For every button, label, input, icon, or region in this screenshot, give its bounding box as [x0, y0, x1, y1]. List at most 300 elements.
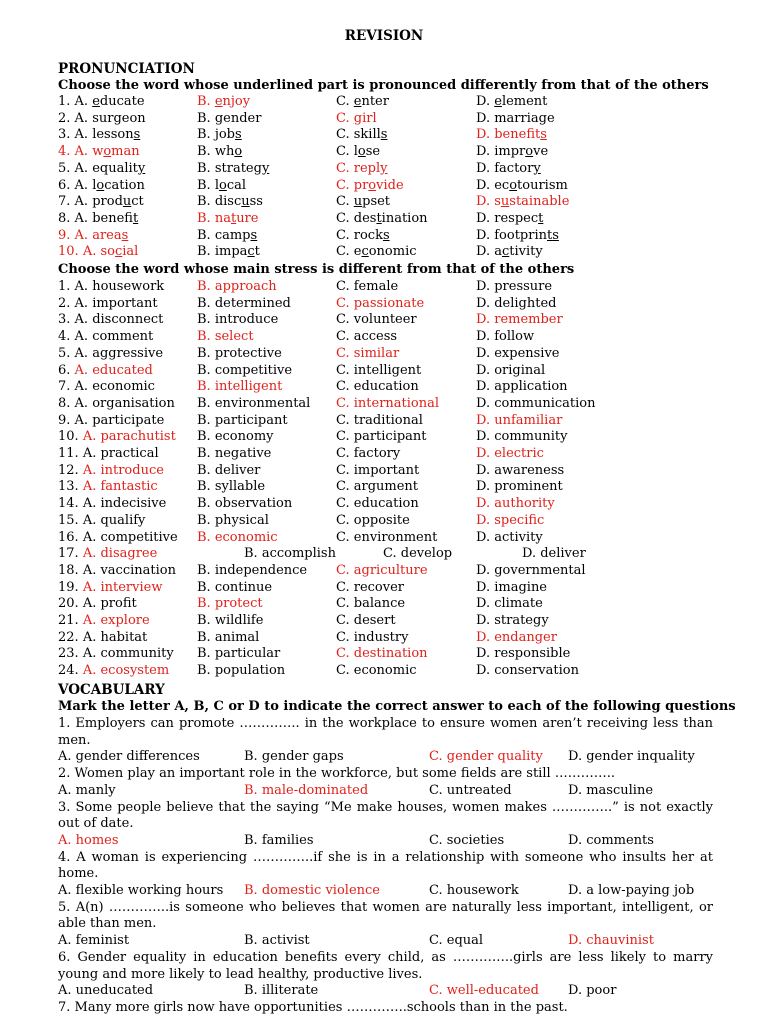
answer-option[interactable] — [476, 413, 562, 430]
option-text: A. vaccination — [82, 562, 176, 578]
underlined-sound: t — [538, 210, 544, 226]
word-part: l — [353, 144, 358, 160]
word-part: onomic — [368, 244, 417, 260]
word-part: disc — [214, 194, 242, 210]
answer-option[interactable] — [476, 646, 570, 663]
answer-option[interactable] — [58, 94, 145, 111]
answer-option[interactable] — [197, 613, 263, 630]
answer-option[interactable] — [58, 530, 178, 547]
answer-option[interactable] — [336, 211, 428, 228]
answer-option[interactable] — [197, 446, 271, 463]
answer-option[interactable] — [197, 596, 263, 613]
option-text: A. disconnect — [74, 312, 164, 328]
answer-option[interactable] — [476, 563, 586, 580]
answer-option[interactable] — [476, 244, 543, 261]
answer-option[interactable] — [476, 312, 563, 329]
answer-option[interactable] — [476, 144, 548, 161]
answer-option[interactable] — [336, 613, 396, 630]
answer-option[interactable] — [58, 244, 138, 261]
answer-option[interactable] — [197, 479, 265, 496]
answer-option[interactable] — [197, 279, 277, 296]
answer-option[interactable] — [336, 446, 400, 463]
word-part: s — [494, 194, 501, 210]
question-text: 7. Many more girls now have opportunities …………..schools than in the past. — [58, 999, 568, 1015]
underlined-sound: e — [92, 94, 100, 109]
answer-option[interactable] — [58, 563, 176, 580]
question-number: 9. — [58, 227, 75, 243]
answer-option[interactable] — [336, 161, 388, 178]
option-text: D. communication — [476, 395, 596, 411]
answer-option[interactable] — [336, 563, 428, 580]
pronunciation-instruction: Choose the word whose underlined part is pronounced differently from that of the others — [58, 78, 709, 93]
answer-option[interactable] — [336, 429, 427, 446]
answer-option[interactable] — [58, 194, 144, 211]
word-part: impa — [214, 244, 248, 260]
question-number: 7. — [58, 379, 75, 395]
question-number: 6. — [58, 362, 75, 378]
answer-option[interactable] — [197, 329, 254, 346]
option-text: D. application — [476, 379, 568, 395]
option-text: B. syllable — [197, 479, 266, 495]
option-text: C. passionate — [336, 295, 425, 311]
option-text: D. original — [476, 362, 546, 378]
answer-option[interactable] — [336, 463, 419, 480]
answer-option[interactable] — [336, 296, 424, 313]
underlined-sound: s — [380, 127, 388, 143]
answer-option[interactable] — [476, 346, 560, 363]
answer-option[interactable] — [58, 446, 159, 463]
word-part: camp — [214, 227, 251, 243]
answer-option[interactable] — [197, 244, 260, 261]
answer-option[interactable]: B. gender gaps — [244, 749, 344, 765]
answer-option[interactable]: B. male-dominated — [244, 782, 369, 798]
pronunciation-row — [0, 178, 768, 195]
stress-row — [0, 396, 768, 413]
answer-option[interactable]: C. well-educated — [429, 983, 539, 999]
answer-option[interactable] — [336, 646, 428, 663]
answer-option[interactable] — [336, 279, 398, 296]
answer-option[interactable] — [522, 546, 586, 563]
option-letter: B. — [197, 110, 215, 126]
answer-option[interactable]: A. gender differences — [58, 749, 200, 765]
option-text: A. participate — [74, 412, 165, 428]
answer-option[interactable] — [58, 630, 147, 647]
answer-option[interactable] — [58, 127, 140, 144]
option-text: A. ecosystem — [82, 663, 170, 679]
answer-option[interactable] — [197, 463, 260, 480]
answer-option[interactable] — [58, 396, 175, 413]
answer-option[interactable] — [197, 228, 257, 245]
word-part: gender — [214, 110, 262, 126]
answer-option[interactable] — [197, 161, 269, 178]
option-text: D. unfamiliar — [476, 412, 563, 428]
answer-option[interactable]: D. masculine — [568, 782, 654, 798]
option-text: B. competitive — [197, 362, 293, 378]
option-text: B. particular — [197, 646, 281, 662]
underlined-sound: y — [380, 160, 388, 176]
answer-option[interactable] — [476, 363, 545, 380]
answer-option[interactable] — [476, 279, 552, 296]
underlined-sound: o — [96, 177, 105, 193]
answer-option[interactable] — [58, 496, 166, 513]
option-text: A. organisation — [74, 395, 175, 411]
answer-option[interactable] — [58, 346, 163, 363]
option-letter: D. — [476, 210, 495, 226]
answer-option[interactable] — [197, 396, 310, 413]
answer-option[interactable] — [197, 111, 261, 128]
answer-option[interactable] — [197, 513, 269, 530]
answer-option[interactable] — [476, 596, 543, 613]
answer-option[interactable]: C. societies — [429, 832, 505, 848]
option-text: D. endanger — [476, 629, 557, 645]
answer-option[interactable] — [336, 94, 389, 111]
answer-option[interactable] — [58, 513, 145, 530]
word-part: l — [92, 177, 97, 193]
answer-option[interactable]: C. equal — [429, 933, 484, 949]
answer-option[interactable] — [58, 329, 153, 346]
answer-option[interactable] — [58, 161, 145, 178]
word-part: pset — [362, 194, 391, 210]
answer-option[interactable] — [476, 94, 547, 111]
answer-option[interactable] — [476, 496, 555, 513]
answer-option[interactable]: D. a low-paying job — [568, 883, 695, 898]
answer-option[interactable] — [336, 178, 404, 195]
answer-option[interactable] — [58, 429, 176, 446]
answer-option[interactable] — [476, 530, 543, 547]
word-part: ss — [249, 194, 263, 210]
word-part: ct — [131, 194, 144, 210]
option-letter: C. — [336, 144, 354, 160]
option-text: C. volunteer — [336, 312, 417, 328]
answer-option[interactable] — [336, 396, 439, 413]
answer-option[interactable] — [336, 346, 399, 363]
answer-option[interactable]: A. feminist — [58, 933, 130, 949]
answer-option[interactable] — [197, 580, 272, 597]
underlined-sound: o — [103, 144, 112, 160]
answer-option[interactable]: B. domestic violence — [244, 883, 380, 898]
answer-option[interactable]: B. illiterate — [244, 983, 319, 999]
answer-option[interactable] — [197, 496, 292, 513]
option-text: A. indecisive — [82, 496, 167, 512]
answer-option[interactable] — [476, 479, 563, 496]
word-part: skill — [353, 127, 381, 143]
question-number: 1. — [58, 279, 75, 294]
answer-option[interactable] — [197, 363, 292, 380]
question-number: 3. — [58, 312, 75, 328]
answer-option[interactable]: C. housework — [429, 883, 519, 898]
option-text: A. educated — [74, 362, 153, 378]
option-text: C. female — [336, 279, 399, 294]
answer-option[interactable] — [197, 296, 291, 313]
answer-option[interactable] — [476, 194, 569, 211]
underlined-sound: o — [357, 144, 366, 160]
word-part: e — [546, 110, 555, 126]
option-text: B. observation — [197, 496, 293, 512]
answer-option[interactable] — [476, 429, 567, 446]
underlined-sound: u — [241, 194, 250, 210]
answer-option[interactable]: C. gender quality — [429, 749, 543, 765]
answer-option[interactable] — [476, 580, 547, 597]
answer-option[interactable] — [58, 379, 155, 396]
word-part: benefit — [494, 127, 541, 143]
option-text: A. fantastic — [82, 479, 158, 495]
answer-option[interactable] — [336, 580, 404, 597]
option-text: D. imagine — [476, 579, 548, 595]
answer-option[interactable]: A. uneducated — [58, 983, 154, 999]
answer-option[interactable] — [197, 194, 263, 211]
answer-option[interactable] — [476, 513, 544, 530]
answer-option[interactable] — [336, 228, 390, 245]
option-text: D. prominent — [476, 479, 563, 495]
option-text: B. protective — [197, 345, 282, 361]
answer-option[interactable] — [197, 94, 250, 111]
answer-option[interactable] — [476, 127, 547, 144]
answer-option[interactable] — [58, 663, 169, 680]
question-number: 17. — [58, 546, 83, 562]
answer-option[interactable] — [336, 127, 387, 144]
option-letter: D. — [476, 110, 495, 126]
word-part: marria — [494, 110, 539, 126]
vocabulary-heading: VOCABULARY — [58, 682, 165, 698]
option-text: D. expensive — [476, 345, 560, 361]
option-text: B. accomplish — [244, 546, 336, 562]
vocabulary-instruction: Mark the letter A, B, C or D to indicate the correct answer to each of the following questions — [58, 699, 736, 714]
underlined-sound: ts — [547, 227, 559, 243]
option-text: C. economic — [336, 663, 417, 679]
answer-option[interactable] — [197, 379, 282, 396]
answer-option[interactable]: B. activist — [244, 933, 310, 949]
answer-option[interactable] — [476, 379, 568, 396]
word-part: benefi — [92, 210, 133, 226]
answer-option[interactable] — [336, 513, 410, 530]
answer-option[interactable]: B. families — [244, 832, 314, 848]
option-text: D. authority — [476, 496, 555, 512]
option-text: B. independence — [197, 562, 308, 578]
word-part: tivity — [509, 244, 543, 260]
answer-option[interactable] — [58, 312, 163, 329]
answer-option[interactable] — [476, 463, 564, 480]
word-part: man — [111, 144, 140, 160]
option-text: B. introduce — [197, 312, 279, 328]
answer-option[interactable] — [336, 630, 408, 647]
option-text: C. argument — [336, 479, 419, 495]
answer-option[interactable] — [336, 194, 390, 211]
question-number: 1. — [58, 94, 75, 109]
answer-option[interactable] — [197, 563, 307, 580]
answer-option[interactable] — [336, 530, 437, 547]
option-letter: D. — [476, 227, 495, 243]
answer-option[interactable] — [336, 479, 418, 496]
answer-option[interactable] — [476, 111, 555, 128]
word-part: equalit — [92, 160, 138, 176]
word-part: footprin — [494, 227, 547, 243]
word-part: vide — [376, 177, 404, 193]
answer-option[interactable]: D. poor — [568, 983, 617, 999]
answer-option[interactable] — [197, 646, 280, 663]
answer-option[interactable] — [58, 279, 164, 296]
word-part: prod — [92, 194, 123, 210]
question-text: 6. Gender equality in education benefits every child, as …………..girls are less likely to marry young and more likely to lead healthy, productive lives. — [58, 949, 713, 982]
answer-option[interactable]: C. untreated — [429, 782, 512, 798]
word-part: irl — [362, 110, 377, 126]
answer-option[interactable] — [197, 630, 259, 647]
answer-option[interactable] — [336, 144, 380, 161]
option-text: A. profit — [82, 596, 137, 612]
answer-option[interactable] — [476, 161, 541, 178]
option-letter: B. — [197, 177, 215, 193]
answer-option[interactable] — [476, 228, 559, 245]
answer-option[interactable] — [58, 363, 153, 380]
answer-option[interactable] — [336, 413, 423, 430]
word-part: a — [494, 244, 502, 260]
answer-option[interactable]: D. chauvinist — [568, 933, 654, 949]
option-letter: D. — [476, 160, 495, 176]
question-text: 5. A(n) …………..is someone who believes that women are naturally less important, intelligent, or able than men. — [58, 899, 713, 932]
option-text: A. parachutist — [82, 429, 176, 445]
answer-option[interactable]: A. flexible working hours — [58, 883, 224, 898]
answer-option[interactable] — [476, 446, 544, 463]
word-part: des — [353, 210, 377, 226]
answer-option[interactable] — [58, 211, 138, 228]
word-part: nter — [361, 94, 389, 109]
option-text: A. practical — [82, 446, 159, 461]
underlined-sound: c — [114, 244, 123, 260]
question-number: 4. — [58, 329, 75, 345]
answer-option[interactable] — [336, 496, 419, 513]
pronunciation-row — [0, 244, 768, 261]
option-letter: A. — [74, 194, 93, 210]
answer-option[interactable] — [476, 396, 596, 413]
stress-row — [0, 596, 768, 613]
answer-option[interactable] — [336, 244, 417, 261]
answer-option[interactable] — [58, 178, 145, 195]
option-text: C. destination — [336, 646, 428, 662]
question-number: 5. — [58, 160, 75, 176]
answer-option[interactable]: A. manly — [58, 782, 116, 798]
answer-option[interactable] — [58, 580, 162, 597]
option-letter: B. — [197, 94, 215, 109]
answer-option[interactable] — [58, 613, 150, 630]
answer-option[interactable] — [336, 312, 417, 329]
answer-option[interactable] — [476, 663, 579, 680]
option-text: C. factory — [336, 446, 401, 461]
word-part: ure — [236, 210, 259, 226]
question-number: 10. — [58, 429, 83, 445]
answer-option[interactable] — [336, 596, 405, 613]
option-letter: B. — [197, 144, 215, 160]
word-part: se — [365, 144, 381, 160]
option-text: B. environmental — [197, 395, 311, 411]
answer-option[interactable] — [197, 127, 242, 144]
option-text: B. deliver — [197, 462, 261, 478]
answer-option[interactable]: D. gender inquality — [568, 749, 695, 765]
answer-option[interactable] — [58, 111, 146, 128]
stress-row — [0, 329, 768, 346]
option-text: C. important — [336, 462, 420, 478]
option-text: B. approach — [197, 279, 277, 294]
word-part: e — [353, 244, 362, 260]
question-number: 2. — [58, 295, 75, 311]
stress-row — [0, 513, 768, 530]
word-part: t — [254, 244, 260, 260]
answer-option[interactable] — [336, 329, 397, 346]
option-letter: A. — [74, 210, 93, 226]
option-text: D. conservation — [476, 663, 579, 679]
option-text: D. delighted — [476, 295, 557, 311]
answer-option[interactable] — [383, 546, 452, 563]
answer-option[interactable] — [197, 144, 242, 161]
answer-option[interactable] — [244, 546, 336, 563]
answer-option[interactable] — [476, 613, 549, 630]
answer-option[interactable] — [197, 312, 278, 329]
answer-option[interactable] — [58, 546, 157, 563]
pronunciation-row — [0, 127, 768, 144]
option-text: A. explore — [82, 613, 150, 628]
answer-option[interactable] — [197, 211, 258, 228]
answer-option[interactable] — [58, 228, 128, 245]
answer-option[interactable] — [336, 363, 421, 380]
answer-option[interactable] — [197, 530, 278, 547]
question-number: 21. — [58, 613, 83, 628]
question-number: 11. — [58, 446, 83, 461]
answer-option[interactable] — [476, 296, 557, 313]
word-part: rock — [353, 227, 383, 243]
answer-option[interactable] — [476, 211, 543, 228]
answer-option[interactable] — [476, 178, 568, 195]
underlined-sound: g — [538, 110, 547, 126]
answer-option[interactable] — [58, 296, 158, 313]
answer-option[interactable] — [58, 479, 158, 496]
answer-option[interactable] — [336, 111, 377, 128]
answer-option[interactable] — [336, 663, 417, 680]
option-text: A. community — [82, 646, 174, 662]
stress-row — [0, 663, 768, 680]
word-part: lesson — [92, 127, 134, 143]
question-options — [0, 783, 768, 800]
answer-option[interactable] — [197, 346, 282, 363]
answer-option[interactable] — [58, 596, 137, 613]
answer-option[interactable] — [197, 429, 274, 446]
underlined-sound: e — [353, 94, 362, 109]
option-text: B. determined — [197, 295, 291, 311]
question-text: 2. Women play an important role in the workforce, but some fields are still ………….. — [58, 766, 616, 782]
option-letter: D. — [476, 144, 495, 160]
question-number: 13. — [58, 479, 83, 495]
question-number: 8. — [58, 210, 75, 226]
option-letter: B. — [197, 160, 215, 176]
answer-option[interactable]: D. comments — [568, 832, 654, 848]
answer-option[interactable] — [58, 463, 164, 480]
answer-option[interactable] — [197, 178, 246, 195]
answer-option[interactable] — [336, 379, 419, 396]
answer-option[interactable] — [58, 413, 164, 430]
answer-option[interactable] — [197, 413, 288, 430]
word-part: impr — [494, 144, 526, 160]
answer-option[interactable] — [58, 144, 140, 161]
question-number: 12. — [58, 462, 83, 478]
answer-option[interactable] — [476, 630, 557, 647]
question-number: 2. — [58, 110, 75, 126]
option-letter: C. — [336, 160, 354, 176]
answer-option[interactable]: A. homes — [58, 832, 119, 848]
answer-option[interactable] — [197, 663, 285, 680]
answer-option[interactable] — [476, 329, 534, 346]
question-number: 3. — [58, 127, 75, 143]
answer-option[interactable] — [58, 646, 174, 663]
option-text: C. access — [336, 329, 398, 345]
question-number: 10. — [58, 244, 83, 260]
option-letter: B. — [197, 227, 215, 243]
